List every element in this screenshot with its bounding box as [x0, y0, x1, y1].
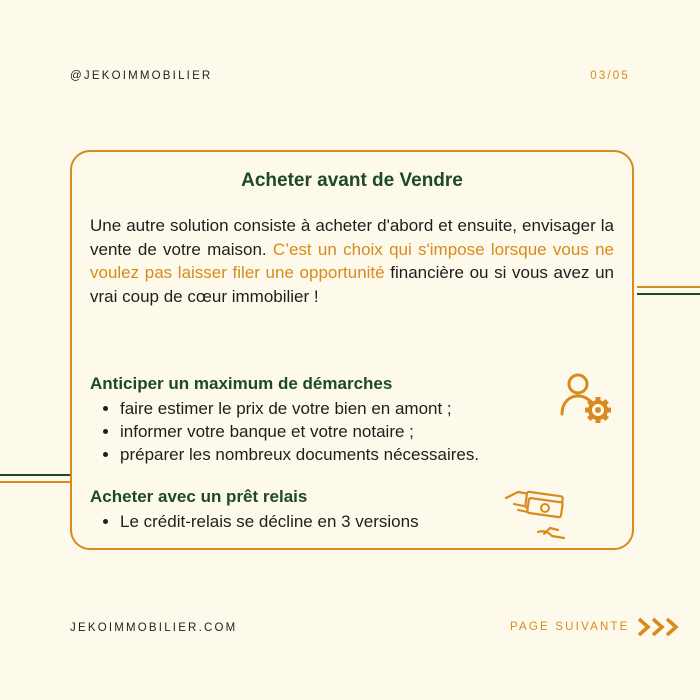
- decor-line-left-orange: [0, 481, 70, 483]
- list-item: • Le crédit-relais se décline en 3 versions: [120, 510, 419, 533]
- list-item: • préparer les nombreux documents nécessaires.: [120, 443, 479, 466]
- next-page-button[interactable]: [510, 616, 682, 638]
- user-gear-icon: [556, 368, 616, 428]
- intro-paragraph: [90, 214, 614, 308]
- page-counter: 03/05: [590, 70, 630, 82]
- intro-text-2: financière ou si vous avez un vrai coup de cœur immobilier !: [90, 263, 614, 306]
- content-card: [70, 150, 634, 550]
- bullet-list-pret-relais: [90, 510, 419, 533]
- card-title: Acheter avant de Vendre: [241, 170, 463, 191]
- list-item: • informer votre banque et votre notaire ;: [120, 420, 479, 443]
- list-item: • faire estimer le prix de votre bien en amont ;: [120, 397, 479, 420]
- intro-text-1: Une autre solution consiste à acheter d'abord et ensuite, envisager la vente de votre maison.: [90, 216, 614, 259]
- bullet-list-anticiper: [90, 397, 479, 466]
- money-hand-icon: [504, 484, 568, 548]
- website-link[interactable]: JEKOIMMOBILIER.COM: [70, 622, 238, 634]
- instagram-handle: @JEKOIMMOBILIER: [70, 70, 213, 82]
- section-title-anticiper: Anticiper un maximum de démarches: [90, 374, 393, 393]
- triple-chevron-right-icon: [636, 616, 682, 638]
- intro-highlight: C’est un choix qui s'impose lorsque vous ne voulez pas laisser filer une opportunité: [90, 239, 614, 282]
- decor-line-right-green: [637, 293, 700, 295]
- next-page-label: PAGE SUIVANTE: [510, 621, 630, 633]
- section-title-pret-relais: Acheter avec un prêt relais: [90, 487, 308, 506]
- decor-line-right-orange: [637, 286, 700, 288]
- decor-line-left-green: [0, 474, 70, 476]
